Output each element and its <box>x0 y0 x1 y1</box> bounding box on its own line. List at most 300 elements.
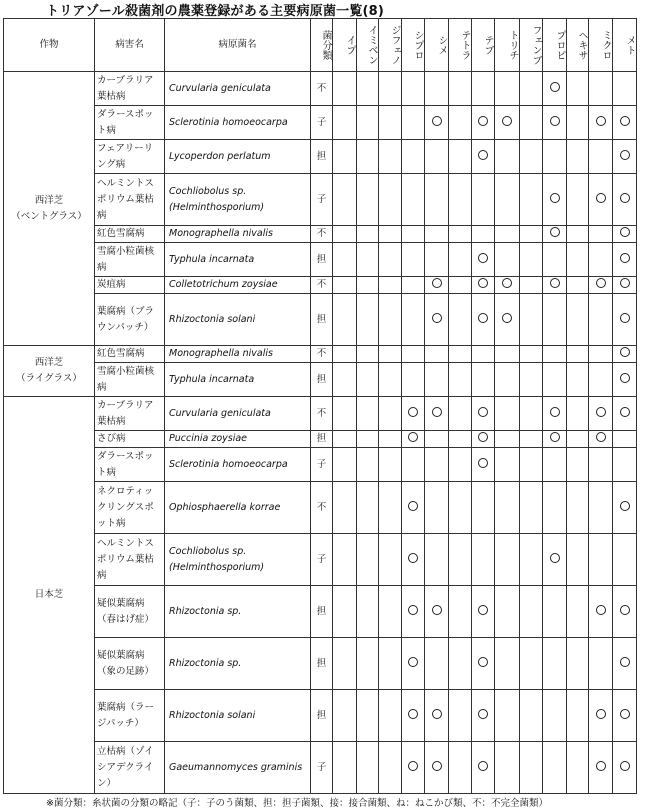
registration-cell <box>357 243 379 277</box>
footnote: ※菌分類：糸状菌の分類の略記（子：子のう菌類、担：担子菌類、接：接合菌類、ね：ねこかび類、不：不完全菌類） <box>46 798 548 809</box>
registration-cell <box>589 482 613 534</box>
registration-cell <box>333 106 357 140</box>
registration-cell <box>543 482 567 534</box>
pathogen-cell: Typhula incarnata <box>165 243 311 277</box>
registration-cell <box>333 294 357 346</box>
header-chem: シメ <box>425 19 449 72</box>
registration-cell <box>379 690 402 742</box>
registration-cell <box>613 174 637 226</box>
registration-cell <box>543 294 567 346</box>
registration-cell <box>357 140 379 174</box>
registered-mark-icon <box>432 761 442 771</box>
registration-cell <box>357 534 379 586</box>
registered-mark-icon <box>550 432 560 442</box>
registration-cell <box>425 174 449 226</box>
registration-cell <box>425 586 449 638</box>
registration-cell <box>567 72 589 106</box>
class-cell: 不 <box>311 277 333 294</box>
registration-cell <box>613 742 637 794</box>
registration-cell <box>425 277 449 294</box>
table-row <box>4 174 637 226</box>
registration-cell <box>613 534 637 586</box>
registered-mark-icon <box>550 553 560 563</box>
registered-mark-icon <box>478 407 488 417</box>
registration-cell <box>425 397 449 431</box>
registration-cell <box>613 294 637 346</box>
registration-cell <box>543 586 567 638</box>
registration-cell <box>495 742 520 794</box>
registration-cell <box>357 106 379 140</box>
registration-cell <box>567 346 589 363</box>
disease-cell: 紅色雪腐病 <box>95 226 165 243</box>
registration-cell <box>520 638 543 690</box>
registered-mark-icon <box>596 193 606 203</box>
registration-cell <box>472 72 495 106</box>
registration-cell <box>379 72 402 106</box>
registration-cell <box>402 448 425 482</box>
table-row <box>4 72 637 106</box>
class-cell: 担 <box>311 586 333 638</box>
pathogen-cell: Colletotrichum zoysiae <box>165 277 311 294</box>
registration-cell <box>543 742 567 794</box>
registration-cell <box>613 346 637 363</box>
registration-cell <box>402 243 425 277</box>
registration-cell <box>333 174 357 226</box>
table-row <box>4 243 637 277</box>
registration-cell <box>425 140 449 174</box>
registration-cell <box>543 72 567 106</box>
registration-cell <box>543 448 567 482</box>
registered-mark-icon <box>432 116 442 126</box>
header-chem: ミクロ <box>589 19 613 72</box>
registration-cell <box>449 243 472 277</box>
registered-mark-icon <box>478 278 488 288</box>
registration-cell <box>425 226 449 243</box>
table-row <box>4 431 637 448</box>
class-cell: 担 <box>311 638 333 690</box>
registered-mark-icon <box>620 709 630 719</box>
registration-cell <box>520 294 543 346</box>
registration-cell <box>495 106 520 140</box>
registration-cell <box>589 638 613 690</box>
registration-cell <box>589 243 613 277</box>
registered-mark-icon <box>408 605 418 615</box>
registration-cell <box>613 243 637 277</box>
pathogen-cell: Monographella nivalis <box>165 226 311 243</box>
class-cell: 担 <box>311 690 333 742</box>
table-row <box>4 534 637 586</box>
registration-cell <box>567 690 589 742</box>
registration-cell <box>472 363 495 397</box>
pathogen-cell: Rhizoctonia solani <box>165 294 311 346</box>
registered-mark-icon <box>432 278 442 288</box>
registration-cell <box>613 690 637 742</box>
registration-cell <box>357 638 379 690</box>
pathogen-cell: Curvularia geniculata <box>165 72 311 106</box>
registration-cell <box>357 431 379 448</box>
registered-mark-icon <box>432 407 442 417</box>
registration-cell <box>402 140 425 174</box>
registration-cell <box>543 690 567 742</box>
pathogen-cell: Rhizoctonia solani <box>165 690 311 742</box>
registration-cell <box>495 346 520 363</box>
registered-mark-icon <box>620 313 630 323</box>
registration-cell <box>589 448 613 482</box>
registration-cell <box>613 482 637 534</box>
table-row <box>4 586 637 638</box>
registration-cell <box>472 294 495 346</box>
registration-cell <box>425 482 449 534</box>
pathogen-cell: Gaeumannomyces graminis <box>165 742 311 794</box>
registered-mark-icon <box>478 605 488 615</box>
header-chem: ヘキサ <box>567 19 589 72</box>
registration-cell <box>589 140 613 174</box>
registration-cell <box>495 243 520 277</box>
registration-cell <box>449 448 472 482</box>
disease-cell: 葉腐病（ラージパッチ） <box>95 690 165 742</box>
registration-cell <box>449 534 472 586</box>
registered-mark-icon <box>596 407 606 417</box>
table-row <box>4 106 637 140</box>
class-cell: 担 <box>311 431 333 448</box>
registration-cell <box>567 174 589 226</box>
registration-cell <box>472 742 495 794</box>
registered-mark-icon <box>478 657 488 667</box>
registered-mark-icon <box>432 313 442 323</box>
registration-cell <box>543 397 567 431</box>
registration-cell <box>520 72 543 106</box>
registered-mark-icon <box>478 432 488 442</box>
registration-cell <box>333 346 357 363</box>
registered-mark-icon <box>502 278 512 288</box>
disease-cell: 立枯病（ゾイシアデクライン） <box>95 742 165 794</box>
table-row <box>4 294 637 346</box>
registration-cell <box>379 346 402 363</box>
registration-cell <box>495 277 520 294</box>
registration-cell <box>357 482 379 534</box>
registered-mark-icon <box>478 253 488 263</box>
registration-cell <box>472 140 495 174</box>
registration-cell <box>425 106 449 140</box>
registration-cell <box>449 226 472 243</box>
registered-mark-icon <box>408 657 418 667</box>
registration-cell <box>589 690 613 742</box>
registration-cell <box>333 534 357 586</box>
registration-cell <box>333 431 357 448</box>
registration-cell <box>402 431 425 448</box>
registration-cell <box>567 534 589 586</box>
registration-cell <box>589 174 613 226</box>
pathogen-cell: Monographella nivalis <box>165 346 311 363</box>
registration-cell <box>357 72 379 106</box>
class-cell: 担 <box>311 140 333 174</box>
registration-cell <box>543 140 567 174</box>
registration-cell <box>402 106 425 140</box>
registered-mark-icon <box>408 432 418 442</box>
table-row <box>4 482 637 534</box>
disease-cell: ダラースポット病 <box>95 448 165 482</box>
registration-cell <box>520 174 543 226</box>
disease-cell: ネクロティックリングスポット病 <box>95 482 165 534</box>
registered-mark-icon <box>502 313 512 323</box>
registration-cell <box>402 72 425 106</box>
registration-cell <box>402 397 425 431</box>
registration-cell <box>379 586 402 638</box>
registration-cell <box>449 294 472 346</box>
registration-cell <box>357 294 379 346</box>
disease-cell: 雪腐小粒菌核病 <box>95 363 165 397</box>
registration-cell <box>472 534 495 586</box>
pathogen-table <box>3 18 637 794</box>
registration-cell <box>567 226 589 243</box>
class-cell: 子 <box>311 174 333 226</box>
registration-cell <box>520 397 543 431</box>
disease-cell: ダラースポット病 <box>95 106 165 140</box>
registration-cell <box>567 742 589 794</box>
pathogen-cell: Curvularia geniculata <box>165 397 311 431</box>
registration-cell <box>379 431 402 448</box>
registration-cell <box>357 742 379 794</box>
header-row <box>4 19 637 72</box>
registered-mark-icon <box>550 407 560 417</box>
registered-mark-icon <box>550 193 560 203</box>
registration-cell <box>472 226 495 243</box>
header-chem: ジフェノ <box>379 19 402 72</box>
class-cell: 担 <box>311 243 333 277</box>
registered-mark-icon <box>620 657 630 667</box>
registration-cell <box>357 397 379 431</box>
registration-cell <box>425 448 449 482</box>
registration-cell <box>402 277 425 294</box>
registration-cell <box>543 534 567 586</box>
registration-cell <box>357 346 379 363</box>
registered-mark-icon <box>596 278 606 288</box>
pathogen-cell: Sclerotinia homoeocarpa <box>165 106 311 140</box>
registration-cell <box>472 448 495 482</box>
registration-cell <box>357 448 379 482</box>
registered-mark-icon <box>620 501 630 511</box>
header-chem: イミベン <box>357 19 379 72</box>
registration-cell <box>472 277 495 294</box>
crop-cell: 西洋芝 （ライグラス） <box>4 346 95 397</box>
header-disease: 病害名 <box>95 19 165 72</box>
registration-cell <box>449 346 472 363</box>
registration-cell <box>449 742 472 794</box>
registration-cell <box>567 106 589 140</box>
registration-cell <box>425 294 449 346</box>
registration-cell <box>425 638 449 690</box>
registration-cell <box>495 226 520 243</box>
registration-cell <box>425 534 449 586</box>
pathogen-cell: Lycoperdon perlatum <box>165 140 311 174</box>
registration-cell <box>333 586 357 638</box>
registration-cell <box>425 243 449 277</box>
registered-mark-icon <box>596 709 606 719</box>
header-crop: 作物 <box>4 19 95 72</box>
registration-cell <box>472 346 495 363</box>
registration-cell <box>425 346 449 363</box>
registered-mark-icon <box>408 761 418 771</box>
registration-cell <box>520 482 543 534</box>
registration-cell <box>613 586 637 638</box>
registered-mark-icon <box>408 709 418 719</box>
disease-cell: ヘルミントスポリウム葉枯病 <box>95 534 165 586</box>
registered-mark-icon <box>432 709 442 719</box>
registration-cell <box>613 106 637 140</box>
registration-cell <box>495 482 520 534</box>
registration-cell <box>472 638 495 690</box>
registration-cell <box>613 397 637 431</box>
class-cell: 子 <box>311 448 333 482</box>
registration-cell <box>567 397 589 431</box>
registered-mark-icon <box>432 605 442 615</box>
registration-cell <box>472 431 495 448</box>
registered-mark-icon <box>550 82 560 92</box>
registration-cell <box>333 140 357 174</box>
disease-cell: 雪腐小粒菌核病 <box>95 243 165 277</box>
registration-cell <box>379 397 402 431</box>
registration-cell <box>449 397 472 431</box>
disease-cell: ヘルミントスポリウム葉枯病 <box>95 174 165 226</box>
table-row <box>4 226 637 243</box>
registered-mark-icon <box>478 458 488 468</box>
registration-cell <box>402 742 425 794</box>
registration-cell <box>589 397 613 431</box>
registration-cell <box>449 363 472 397</box>
registration-cell <box>613 363 637 397</box>
registration-cell <box>567 586 589 638</box>
registration-cell <box>589 294 613 346</box>
registered-mark-icon <box>550 116 560 126</box>
registration-cell <box>449 482 472 534</box>
registration-cell <box>567 431 589 448</box>
disease-cell: 葉腐病（ブラウンパッチ） <box>95 294 165 346</box>
registration-cell <box>402 174 425 226</box>
registration-cell <box>379 174 402 226</box>
class-cell: 不 <box>311 482 333 534</box>
registration-cell <box>379 638 402 690</box>
registered-mark-icon <box>478 709 488 719</box>
disease-cell: さび病 <box>95 431 165 448</box>
registration-cell <box>589 277 613 294</box>
registration-cell <box>495 363 520 397</box>
disease-cell: 炭疽病 <box>95 277 165 294</box>
registration-cell <box>425 363 449 397</box>
registration-cell <box>495 140 520 174</box>
registration-cell <box>589 534 613 586</box>
registration-cell <box>567 482 589 534</box>
registration-cell <box>543 243 567 277</box>
registration-cell <box>520 586 543 638</box>
disease-cell: 紅色雪腐病 <box>95 346 165 363</box>
registered-mark-icon <box>596 432 606 442</box>
registration-cell <box>425 690 449 742</box>
registration-cell <box>449 140 472 174</box>
disease-cell: 疑似葉腐病（象の足跡） <box>95 638 165 690</box>
registered-mark-icon <box>620 373 630 383</box>
registration-cell <box>449 277 472 294</box>
registration-cell <box>613 638 637 690</box>
registration-cell <box>589 346 613 363</box>
registered-mark-icon <box>478 761 488 771</box>
table-row <box>4 363 637 397</box>
class-cell: 子 <box>311 106 333 140</box>
registered-mark-icon <box>620 407 630 417</box>
pathogen-cell: Cochliobolus sp. (Helminthosporium) <box>165 174 311 226</box>
registered-mark-icon <box>620 193 630 203</box>
table-row <box>4 638 637 690</box>
registered-mark-icon <box>620 253 630 263</box>
registration-cell <box>379 243 402 277</box>
registration-cell <box>543 431 567 448</box>
registration-cell <box>449 638 472 690</box>
registered-mark-icon <box>620 605 630 615</box>
registration-cell <box>495 690 520 742</box>
registration-cell <box>589 72 613 106</box>
registration-cell <box>425 431 449 448</box>
registration-cell <box>613 448 637 482</box>
header-chem: メト <box>613 19 637 72</box>
registered-mark-icon <box>620 761 630 771</box>
registered-mark-icon <box>620 347 630 357</box>
registration-cell <box>402 586 425 638</box>
registration-cell <box>379 106 402 140</box>
registration-cell <box>543 346 567 363</box>
registration-cell <box>379 277 402 294</box>
registration-cell <box>472 397 495 431</box>
registration-cell <box>472 174 495 226</box>
registration-cell <box>379 448 402 482</box>
class-cell: 子 <box>311 534 333 586</box>
registration-cell <box>402 226 425 243</box>
registration-cell <box>520 346 543 363</box>
registration-cell <box>495 448 520 482</box>
registration-cell <box>520 431 543 448</box>
registration-cell <box>495 174 520 226</box>
registration-cell <box>379 482 402 534</box>
registration-cell <box>567 363 589 397</box>
registration-cell <box>449 72 472 106</box>
pathogen-cell: Puccinia zoysiae <box>165 431 311 448</box>
pathogen-cell: Rhizoctonia sp. <box>165 638 311 690</box>
pathogen-cell: Typhula incarnata <box>165 363 311 397</box>
registration-cell <box>520 140 543 174</box>
class-cell: 担 <box>311 294 333 346</box>
registration-cell <box>449 690 472 742</box>
table-row <box>4 277 637 294</box>
registration-cell <box>333 742 357 794</box>
registered-mark-icon <box>478 150 488 160</box>
registration-cell <box>333 243 357 277</box>
registration-cell <box>357 586 379 638</box>
registration-cell <box>402 638 425 690</box>
header-chem: テトラ <box>449 19 472 72</box>
registration-cell <box>472 243 495 277</box>
pathogen-cell: Rhizoctonia sp. <box>165 586 311 638</box>
registration-cell <box>402 690 425 742</box>
registration-cell <box>589 742 613 794</box>
registered-mark-icon <box>620 227 630 237</box>
table-row <box>4 397 637 431</box>
registered-mark-icon <box>620 116 630 126</box>
class-cell: 担 <box>311 363 333 397</box>
registration-cell <box>589 106 613 140</box>
registration-cell <box>613 72 637 106</box>
header-chem: トリチ <box>495 19 520 72</box>
registration-cell <box>449 586 472 638</box>
registration-cell <box>495 431 520 448</box>
registration-cell <box>520 534 543 586</box>
